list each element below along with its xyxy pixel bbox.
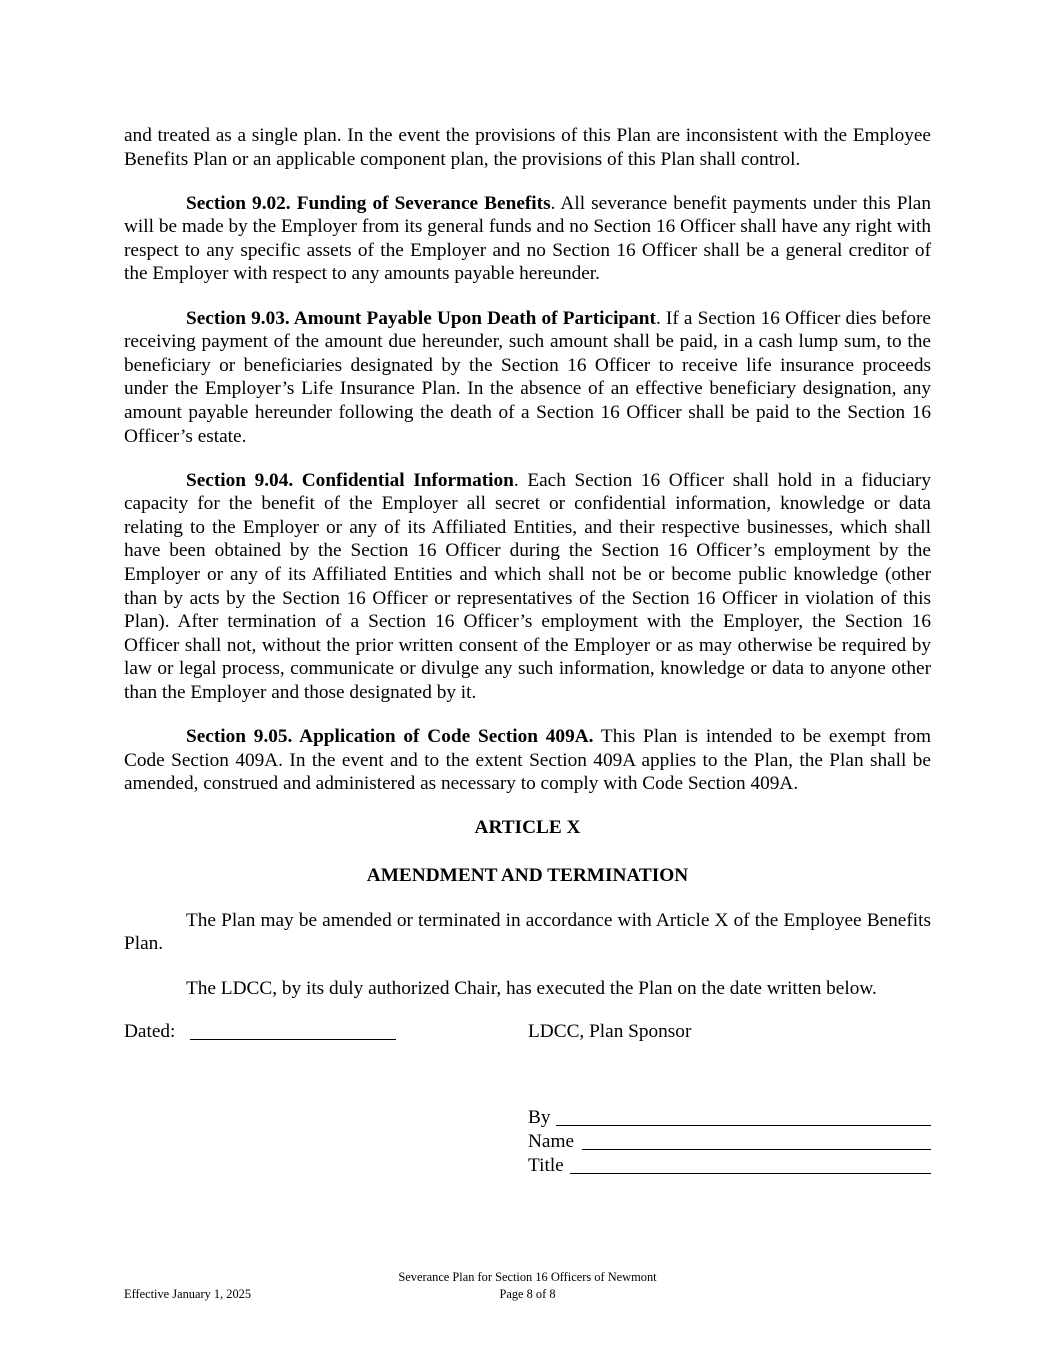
footer-plan-title: Severance Plan for Section 16 Officers of Newmont [398, 1270, 657, 1284]
document-body [124, 124, 931, 1226]
section-9-02-body: . All severance benefit payments under this Plan will be made by the Employer from its general funds and no Section 16 Officer shall have any right with respect to any specific assets of the Employer and no Section 16 Officer shall be a general creditor of the Employer with respect to any amounts payable hereunder. [124, 192, 931, 285]
section-9-04 [124, 469, 931, 705]
by-line[interactable] [556, 1125, 931, 1126]
by-row [528, 1106, 931, 1130]
signature-block [124, 1106, 931, 1226]
section-9-03 [124, 307, 931, 449]
name-line[interactable] [582, 1149, 931, 1150]
amendment-paragraph: The Plan may be amended or terminated in accordance with Article X of the Employee Benefits Plan. [124, 909, 931, 955]
section-9-04-heading: Section 9.04. Confidential Information [186, 469, 514, 491]
title-line[interactable] [570, 1173, 931, 1174]
section-9-02-heading: Section 9.02. Funding of Severance Benefits [186, 192, 551, 214]
footer-effective-date: Effective January 1, 2025 [124, 1287, 252, 1301]
intro-paragraph: and treated as a single plan. In the event the provisions of this Plan are inconsistent with the Employee Benefits Plan or an applicable component plan, the provisions of this Plan shall control. [124, 125, 931, 170]
dated-row [124, 1020, 931, 1044]
by-label: By [528, 1107, 551, 1129]
execution-paragraph: The LDCC, by its duly authorized Chair, has executed the Plan on the date written below. [186, 977, 877, 999]
title-label: Title [528, 1155, 564, 1177]
name-row [528, 1130, 931, 1154]
section-9-05-heading: Section 9.05. Application of Code Section 409A. [186, 726, 594, 748]
dated-line[interactable] [190, 1038, 396, 1040]
article-title: AMENDMENT AND TERMINATION [366, 864, 689, 886]
section-9-05 [124, 725, 931, 796]
section-9-02 [124, 192, 931, 286]
section-9-04-body: . Each Section 16 Officer shall hold in a fiduciary capacity for the benefit of the Employer all secret or confidential information, knowledge or data relating to the Employer or any of its Affiliated Entities, and their respective businesses, which shall have been obtained by the Section 16 Officer during the Section 16 Officer’s employment by the Employer or any of its Affiliated Entities and which shall not be or become public knowledge (other than by acts by the Section 16 Officer or representatives of the Section 16 Officer in violation of this Plan). After termination of a Section 16 Officer’s employment with the Employer, the Section 16 Officer shall not, without the prior written consent of the Employer or as may otherwise be required by law or legal process, communicate or divulge any such information, knowledge or data to anyone other than the Employer and those designated by it. [124, 469, 931, 703]
dated-label: Dated: [124, 1021, 176, 1043]
title-row [528, 1154, 931, 1178]
section-9-05-body: This Plan is intended to be exempt from Code Section 409A. In the event and to the extent Section 409A applies to the Plan, the Plan shall be amended, construed and administered as necessary to comply with Code Section 409A. [124, 726, 931, 795]
plan-sponsor-label: LDCC, Plan Sponsor [528, 1021, 692, 1043]
footer-page-number: Page 8 of 8 [499, 1287, 556, 1301]
section-9-03-body: . If a Section 16 Officer dies before receiving payment of the amount due hereunder, such amount shall be paid, in a cash lump sum, to the beneficiary or beneficiaries designated by the Section 16 Officer to receive life insurance proceeds under the Employer’s Life Insurance Plan. In the absence of an effective beneficiary designation, any amount payable hereunder following the death of a Section 16 Officer shall be paid to the Section 16 Officer’s estate. [124, 307, 931, 447]
section-9-03-heading: Section 9.03. Amount Payable Upon Death of Participant [186, 307, 656, 329]
name-label: Name [528, 1131, 575, 1153]
article-number: ARTICLE X [474, 817, 581, 839]
